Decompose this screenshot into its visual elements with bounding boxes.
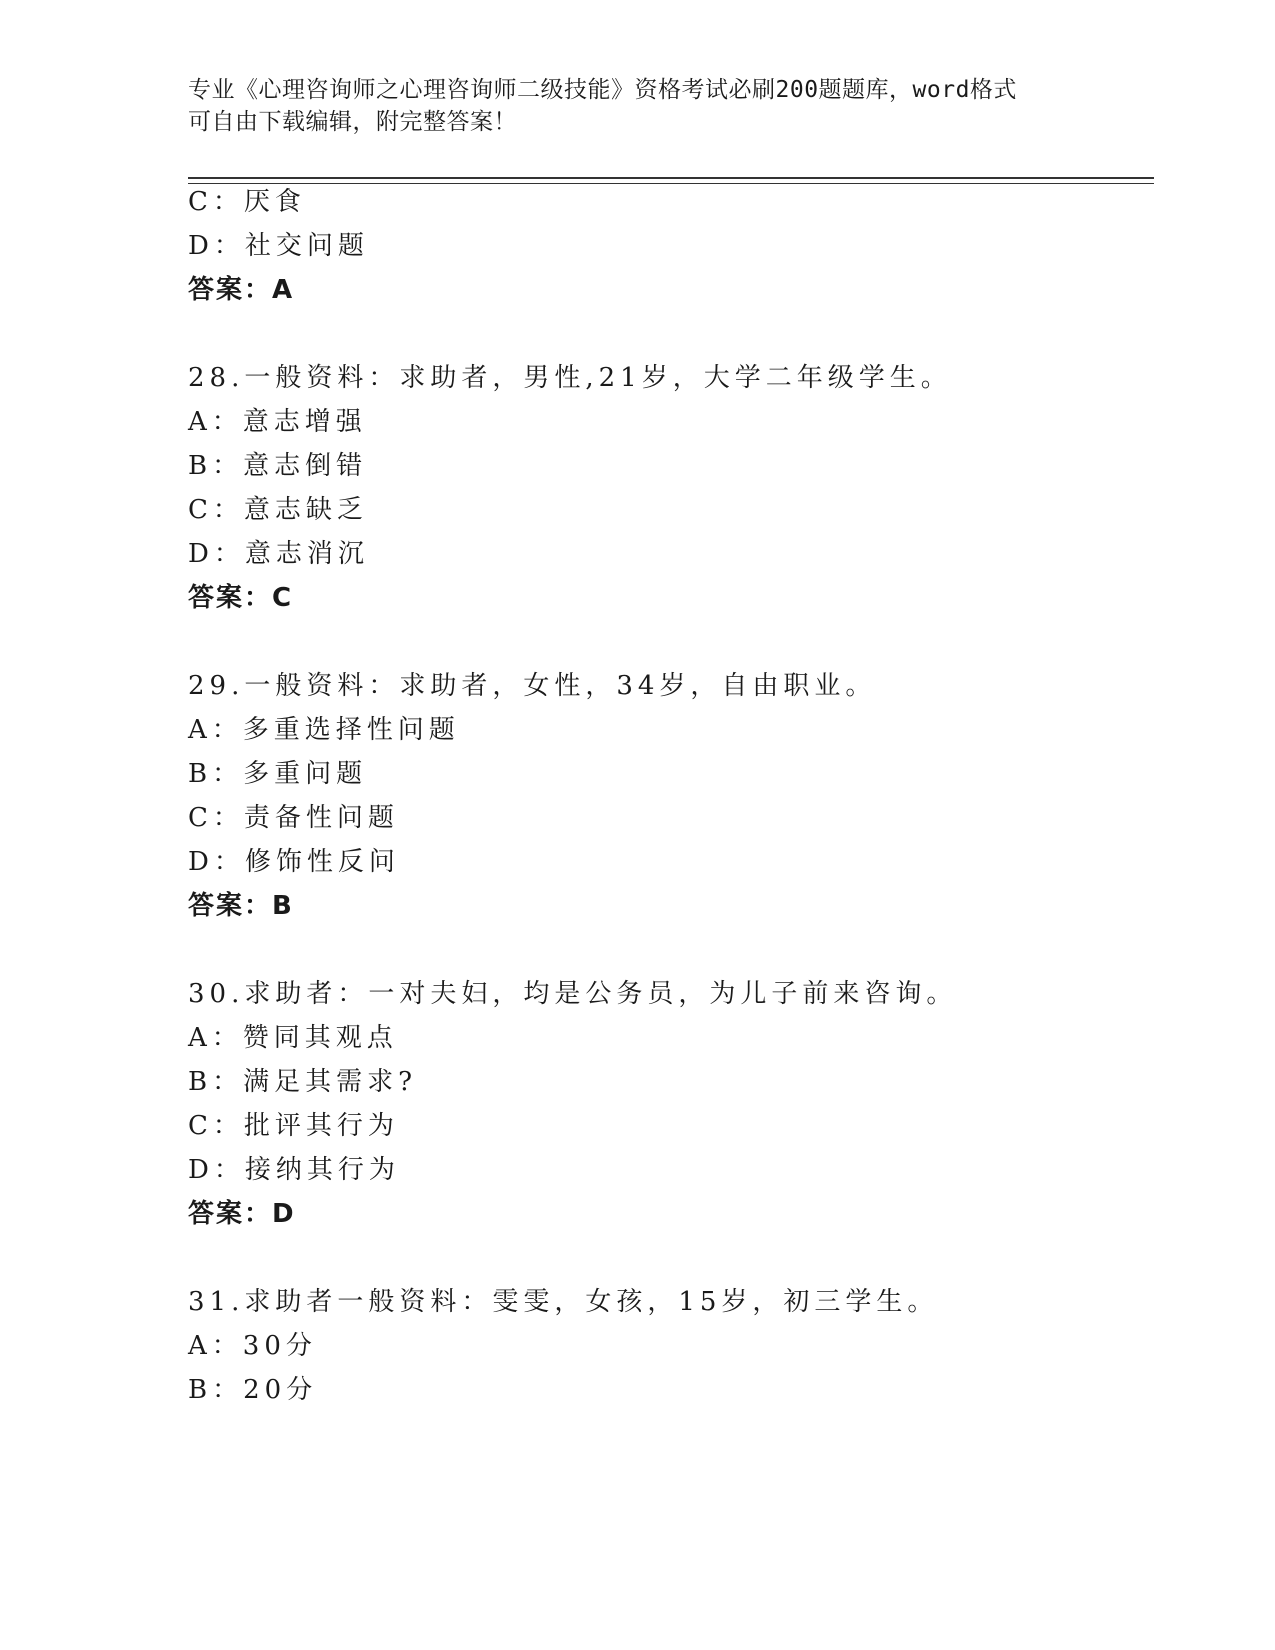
answer: 答案：B [188,891,294,921]
option-d: D：社交问题 [188,231,369,261]
option-c: C：意志缺乏 [188,495,368,525]
option-c: C：批评其行为 [188,1111,399,1141]
option-b: B：多重问题 [188,759,368,789]
answer: 答案：A [188,275,295,305]
option-d: D：接纳其行为 [188,1155,400,1185]
option-a: A：30分 [188,1331,317,1361]
answer: 答案：C [188,583,294,613]
option-d: D：意志消沉 [188,539,369,569]
option-a: A：意志增强 [188,407,367,437]
header-line-2: 可自由下载编辑，附完整答案！ [188,109,517,135]
question-stem-28: 28.一般资料：求助者，男性,21岁，大学二年级学生。 [188,363,952,393]
option-b: B：意志倒错 [188,451,368,481]
option-c: C：厌食 [188,187,306,217]
question-stem-31: 31.求助者一般资料：雯雯，女孩，15岁，初三学生。 [188,1287,939,1317]
option-b: B：20分 [188,1375,318,1405]
document-header [188,74,1088,138]
option-a: A：多重选择性问题 [188,715,460,745]
header-divider-thin [188,183,1154,184]
option-a: A：赞同其观点 [188,1023,398,1053]
answer: 答案：D [188,1199,296,1229]
header-divider-thick [188,177,1154,179]
option-d: D：修饰性反问 [188,847,400,877]
option-b: B：满足其需求? [188,1067,418,1097]
header-line-1: 专业《心理咨询师之心理咨询师二级技能》资格考试必刷200题题库，word格式 [188,77,1017,103]
question-stem-30: 30.求助者：一对夫妇，均是公务员，为儿子前来咨询。 [188,979,958,1009]
option-c: C：责备性问题 [188,803,399,833]
question-stem-29: 29.一般资料：求助者，女性，34岁，自由职业。 [188,671,877,701]
